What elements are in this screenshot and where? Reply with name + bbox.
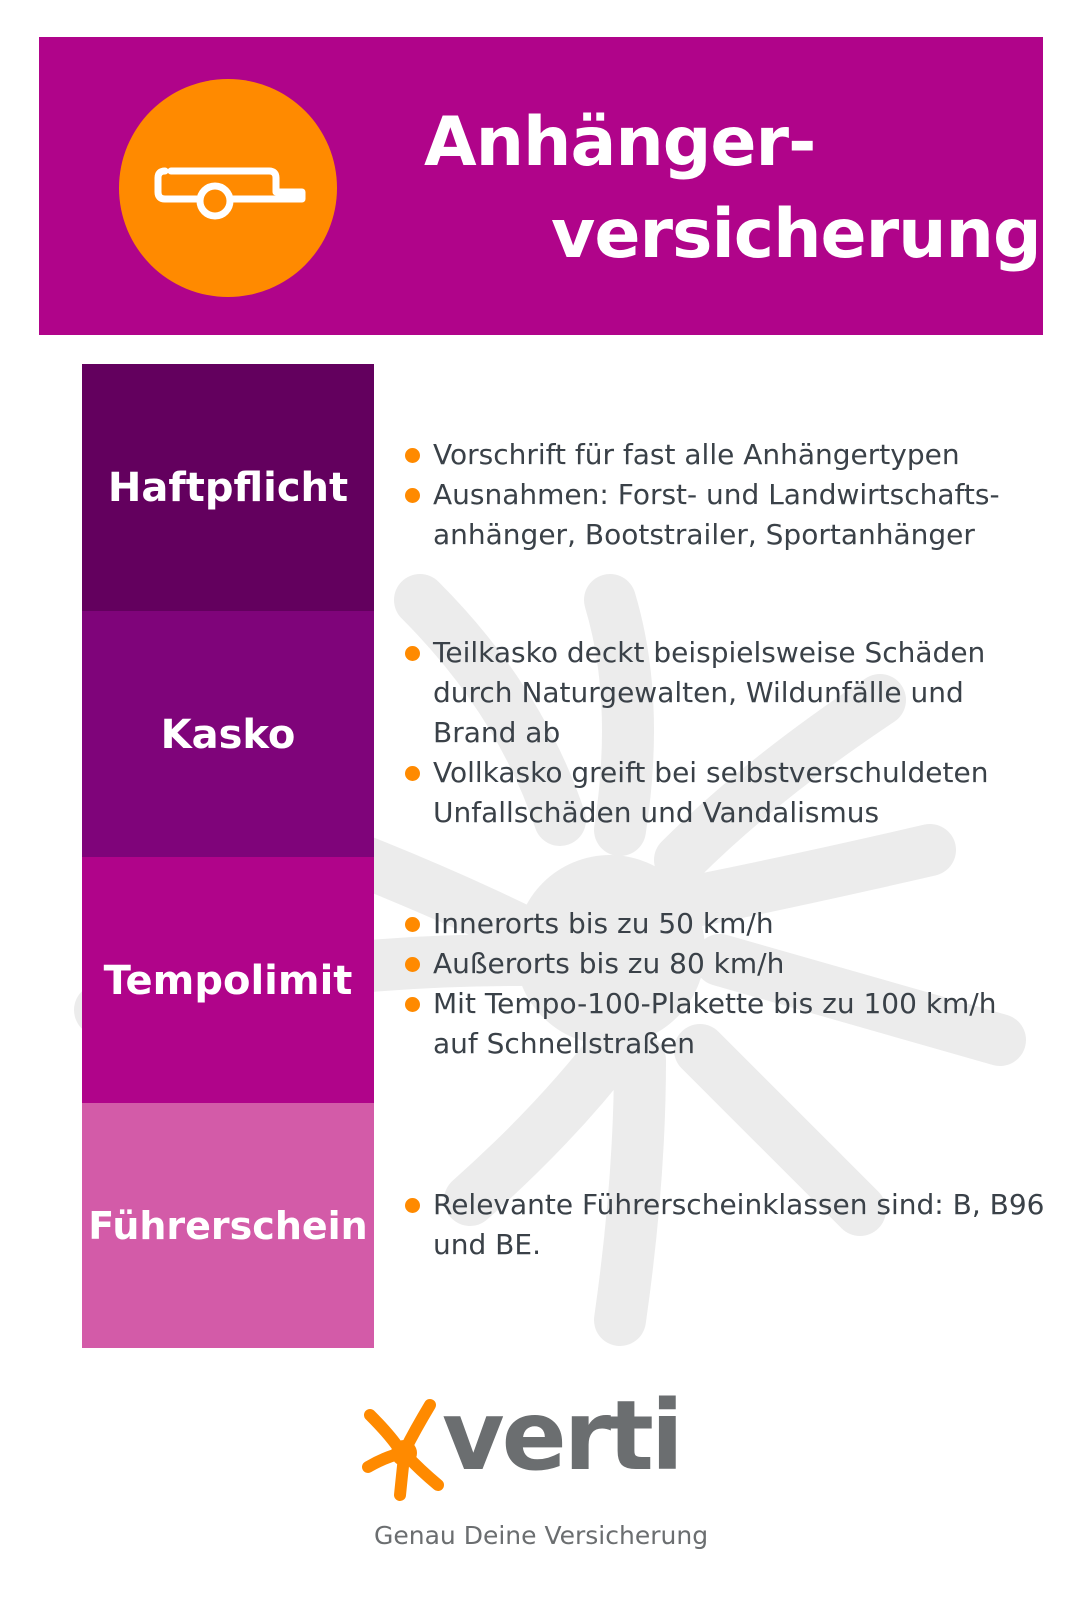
page-title-line2: versicherung	[551, 195, 1041, 274]
bullet-dot	[405, 917, 420, 932]
category-fuehrerschein: Führerschein	[82, 1103, 374, 1348]
list-item	[405, 753, 1045, 833]
list-item-text: Ausnahmen: Forst- und Landwirtschafts-anhänger, Bootstrailer, Sportanhänger	[433, 478, 1000, 551]
list-item-text: Mit Tempo-100-Plakette bis zu 100 km/h auf Schnellstraßen	[433, 987, 997, 1060]
bullet-dot	[405, 488, 420, 503]
bullet-dot	[405, 448, 420, 463]
category-kasko: Kasko	[82, 611, 374, 858]
fuehrerschein-list	[405, 1185, 1045, 1265]
kasko-list	[405, 633, 1045, 833]
page-title-line1: Anhänger-	[424, 103, 816, 182]
bullet-dot	[405, 1198, 420, 1213]
list-item	[405, 904, 1045, 944]
haftpflicht-list	[405, 435, 1045, 555]
list-item	[405, 944, 1045, 984]
bullet-dot	[405, 997, 420, 1012]
list-item	[405, 633, 1045, 753]
list-item	[405, 1185, 1045, 1265]
list-item	[405, 984, 1045, 1064]
bullet-dot	[405, 957, 420, 972]
brand-logo: verti	[442, 1380, 681, 1492]
list-item-text: Vorschrift für fast alle Anhängertypen	[433, 438, 960, 471]
list-item-text: Innerorts bis zu 50 km/h	[433, 907, 774, 940]
bullet-dot	[405, 766, 420, 781]
tempolimit-list	[405, 904, 1045, 1064]
list-item	[405, 435, 1045, 475]
list-item-text: Vollkasko greift bei selbstverschuldeten Unfallschäden und Vandalismus	[433, 756, 989, 829]
list-item-text: Außerorts bis zu 80 km/h	[433, 947, 785, 980]
verti-figure-icon	[360, 1395, 450, 1505]
bullet-dot	[405, 646, 420, 661]
category-haftpflicht: Haftpflicht	[82, 364, 374, 611]
list-item-text: Relevante Führerscheinklassen sind: B, B96 und BE.	[433, 1188, 1045, 1261]
brand-tagline: Genau Deine Versicherung	[374, 1521, 709, 1550]
category-tempolimit: Tempolimit	[82, 857, 374, 1104]
list-item	[405, 475, 1045, 555]
list-item-text: Teilkasko deckt beispielsweise Schäden durch Naturgewalten, Wildunfälle und Brand ab	[433, 636, 986, 749]
